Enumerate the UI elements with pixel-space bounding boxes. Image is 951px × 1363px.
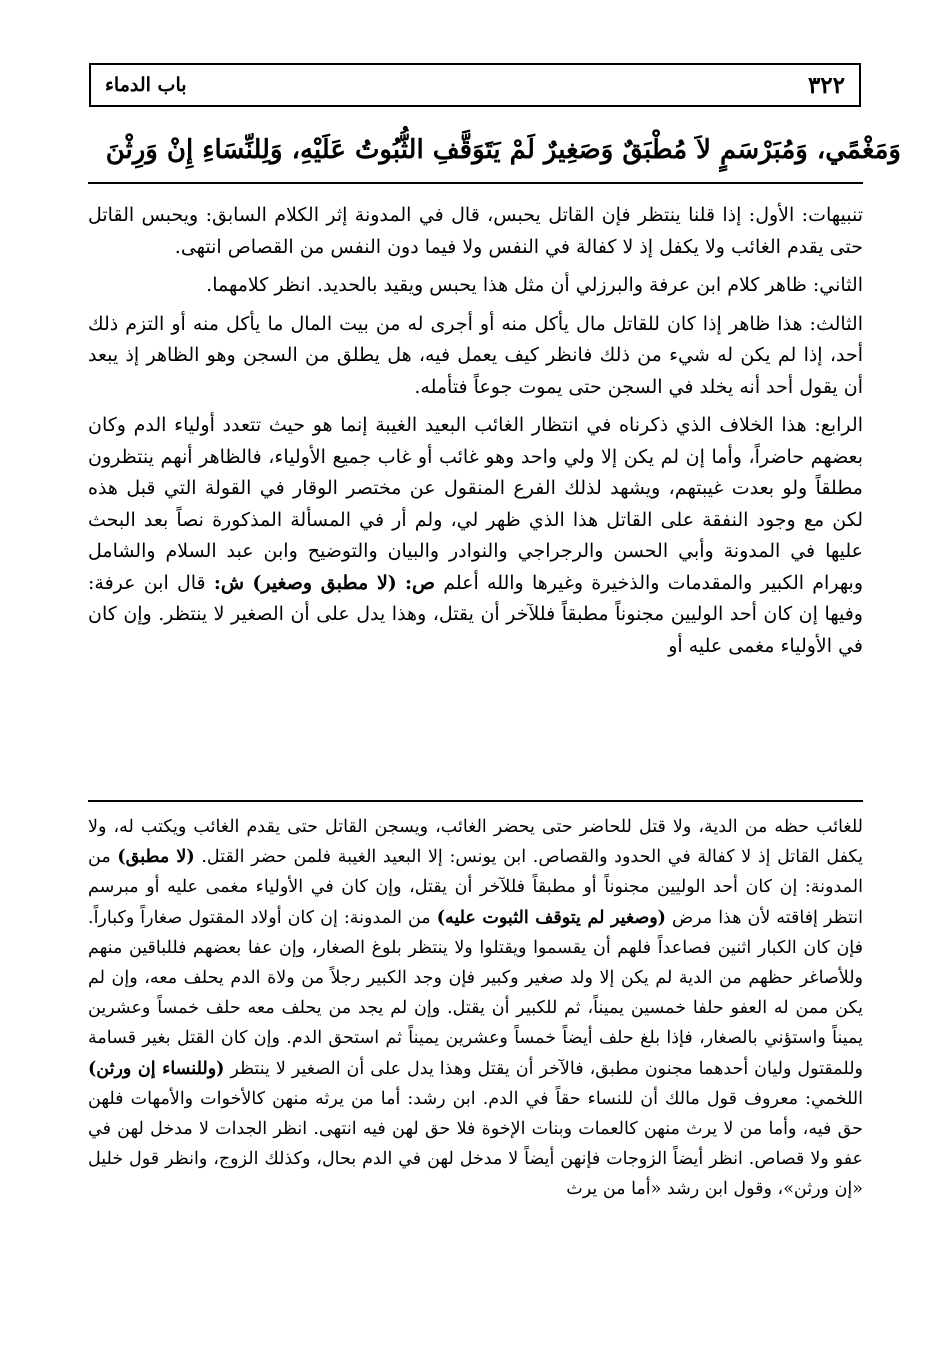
footnote-divider: [88, 800, 863, 802]
marginal-quote-3: (وللنساء إن ورثن): [88, 1058, 225, 1079]
chapter-title: باب الدماء: [105, 74, 187, 96]
matn-text: وَمَغْمًي، وَمُبَرْسَمٍ لاَ مُطْبَقٌ وَصَغِيرٌ لَمْ يَتَوَقَّفِ الثُّبُوتُ عَلَيْهِ، وَلِلنِّسَاءِ إِنْ وَرِثْنَ: [105, 135, 901, 165]
commentary-paragraph-2: الثاني: ظاهر كلام ابن عرفة والبرزلي أن مثل هذا يحبس ويقيد بالحديد. انظر كلامهما.: [206, 274, 863, 296]
commentary-paragraph-1: تنبيهات: الأول: إذا قلنا ينتظر فإن القاتل يحبس، قال في المدونة إثر الكلام السابق: ويحبس القاتل حتى يقدم الغائب ولا يكفل إذ لا كفالة في النفس ولا فيما دون النفس من القصاص انتهى.: [88, 204, 863, 258]
commentary-paragraph-4-text: الرابع: هذا الخلاف الذي ذكرناه في انتظار الغائب البعيد الغيبة إنما هو حيث تتعدد أولياء الدم وكان بعضهم حاضراً، وأما إن لم يكن إلا ولي واحد وهو غائب أو غاب جميع الأولياء، فالظاهر أنهم ينتظرون مطلقاً ولو بعدت غيبتهم، ويشهد لذلك الفرع المنقول عن مختصر الوقار في القولة التي قبل هذه لكن مع وجود النفقة على القاتل هذا الذي ظهر لي، ولم أر في المسألة المذكورة نصاً بعد البحث عليها في المدونة وأبي الحسن والرجراجي والنوادر والبيان والتوضيح وابن عبد السلام والشامل وبهرام الكبير والمقدمات والذخيرة وغيرها والله أعلم: [88, 414, 864, 594]
commentary-paragraph-4-tail: قال ابن عرفة: وفيها إن كان أحد الوليين مجنوناً مطبقاً فللآخر أن يقتل، وهذا يدل على أن الصغير لا ينتظر. وإن كان في الأولياء مغمى عليه أو: [88, 571, 863, 657]
commentary-paragraph-4: [88, 410, 863, 662]
marginal-text: [88, 812, 863, 1205]
marginal-part-1: للغائب حظه من الدية، ولا قتل للحاضر حتى يحضر الغائب، ويسجن القاتل حتى يقدم الغائب ويكتب له، ولا يكفل القاتل إذ لا كفالة في الحدود والقصاص. ابن يونس: إلا البعيد الغيبة فلمن حضر القتل.: [88, 817, 863, 868]
marginal-part-3: من المدونة: إن كان أولاد المقتول صغاراً وكباراً. فإن كان الكبار اثنين فصاعداً فلهم أن يقسموا ويقتلوا ولا ينتظر بلوغ الصغار، وإن عفا بعضهم فللباقين منهم وللأصاغر حظهم من الدية لم يكن إلا ولد صغير وكبير فإن وجد الكبير رجلاً من ولاة الدم يحلف معه، وإن لم يكن ممن له العفو حلفا خمسين يميناً، ثم للكبير أن يقتل. وإن لم يجد من يحلف معه حلف خمساً وعشرين يميناً واستؤني بالصغار، فإذا بلغ حلف أيضاً خمساً وعشرين يميناً ثم استحق الدم. وإن كان القتل بغير قسامة وللمقتول وليان أحدهما مجنون مطبق، فالآخر أن يقتل وهذا يدل على أن الصغير لا ينتظر: [88, 907, 863, 1079]
shin-label: ش:: [213, 571, 245, 594]
marginal-quote-2: (وصغير لم يتوقف الثبوت عليه): [436, 907, 666, 928]
marginal-part-2: من المدونة: إن كان أحد الوليين مجنوناً أو مطبقاً فللآخر أن يقتل، وإن كان في الأولياء مغمى عليه أو مبرسم انتظر إفاقته لأن هذا مرض: [88, 847, 863, 928]
matn-divider: [88, 182, 863, 184]
marginal-quote-1: (لا مطبق): [117, 847, 195, 868]
sad-label: ص:: [405, 571, 435, 594]
commentary-body: [88, 200, 863, 669]
matn-quote: (لا مطبق وصغير): [252, 571, 397, 594]
commentary-paragraph-3: الثالث: هذا ظاهر إذا كان للقاتل مال يأكل منه أو أجرى له من بيت المال ما يأكل منه أو التزم ذلك أحد، إذا لم يكن له شيء من ذلك فانظر كيف يعمل فيه، هل يطلق من السجن وهو الظاهر إذ يبعد أن يقول أحد أنه يخلد في السجن حتى يموت جوعاً فتأمله.: [88, 312, 863, 398]
marginal-part-4: اللخمي: معروف قول مالك أن للنساء حقاً في الدم. ابن رشد: أما من يرثه منهن كالأخوات والأمهات فلهن حق فيه، وأما من لا يرث منهن كالعمات وبنات الإخوة فلا حق لهن فيه انتهى. انظر الجدات لا مدخل لهن في عفو ولا قصاص. انظر أيضاً الزوجات فإنهن أيضاً لا مدخل لهن في الدم بحال، وكذلك الزوج، وانظر قول خليل «إن ورثن»، وقول ابن رشد «أما من يرث: [88, 1088, 863, 1200]
marginal-commentary: [88, 812, 863, 1205]
running-header: [89, 63, 861, 107]
page-number: ٣٢٢: [807, 71, 845, 99]
